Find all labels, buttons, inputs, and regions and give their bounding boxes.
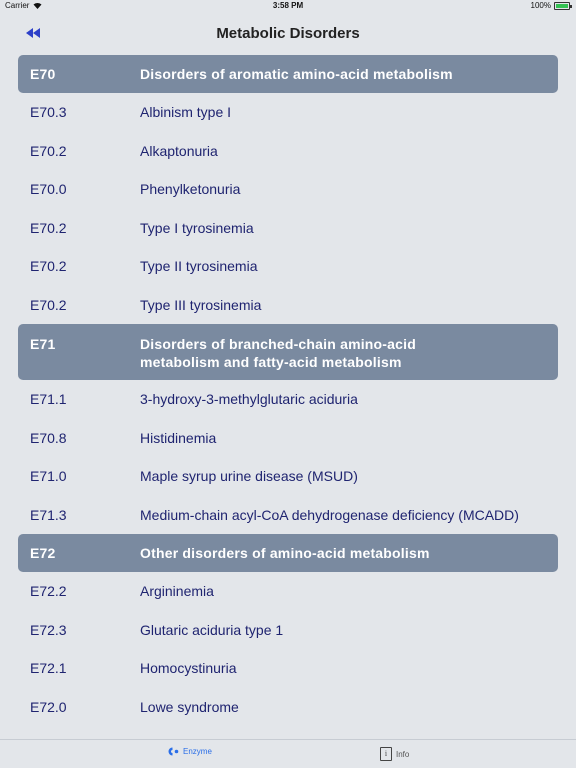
list-item[interactable] [0, 247, 576, 286]
item-name: 3-hydroxy-3-methylglutaric aciduria [140, 391, 358, 408]
list-item[interactable] [0, 688, 576, 727]
list-item[interactable] [0, 496, 576, 535]
list-item[interactable] [0, 572, 576, 611]
item-name: Lowe syndrome [140, 698, 239, 715]
section-title: Other disorders of amino-acid metabolism [140, 545, 430, 561]
section-code: E71 [30, 336, 56, 352]
section-code: E70 [30, 66, 56, 82]
item-name: Maple syrup urine disease (MSUD) [140, 468, 358, 485]
item-code: E70.2 [30, 296, 67, 313]
status-time: 3:58 PM [272, 1, 304, 10]
item-name: Type II tyrosinemia [140, 258, 258, 275]
tab-label: Enzyme [183, 747, 212, 756]
item-code: E70.2 [30, 258, 67, 275]
item-name: Type III tyrosinemia [140, 296, 262, 313]
section-title: Disorders of branched-chain amino-acid metabolism and fatty-acid metabolism [140, 336, 416, 370]
item-name: Phenylketonuria [140, 181, 241, 198]
section-header-e71 [18, 324, 558, 380]
list-item[interactable] [0, 286, 576, 325]
navigation-bar [0, 14, 576, 54]
item-name: Homocystinuria [140, 660, 237, 677]
item-name: Type I tyrosinemia [140, 219, 254, 236]
item-name: Argininemia [140, 583, 214, 600]
enzyme-icon [168, 747, 179, 756]
section-title: Disorders of aromatic amino-acid metabolism [140, 66, 453, 82]
list-item[interactable] [0, 209, 576, 248]
list-item[interactable] [0, 457, 576, 496]
list-item[interactable] [0, 93, 576, 132]
item-code: E72.2 [30, 583, 67, 600]
item-code: E71.1 [30, 391, 67, 408]
item-name: Alkaptonuria [140, 142, 218, 159]
list-item[interactable] [0, 611, 576, 650]
page-title: Metabolic Disorders [216, 25, 360, 42]
item-code: E70.0 [30, 181, 67, 198]
item-code: E72.0 [30, 698, 67, 715]
item-name: Albinism type I [140, 104, 232, 121]
item-code: E72.1 [30, 660, 67, 677]
list-item[interactable] [0, 132, 576, 171]
item-code: E70.2 [30, 219, 67, 236]
item-code: E70.8 [30, 429, 67, 446]
item-code: E70.3 [30, 104, 67, 121]
tab-bar [0, 739, 576, 768]
item-code: E72.3 [30, 621, 67, 638]
list-item[interactable] [0, 419, 576, 458]
carrier-label: Carrier [5, 1, 30, 10]
section-header-e70 [18, 55, 558, 93]
battery-icon [554, 2, 570, 10]
info-icon: i [380, 747, 392, 761]
item-code: E70.2 [30, 142, 67, 159]
item-code: E71.0 [30, 468, 67, 485]
section-header-e72 [18, 534, 558, 572]
list-item[interactable] [0, 380, 576, 419]
item-code: E71.3 [30, 506, 67, 523]
item-name: Histidinemia [140, 429, 217, 446]
list-item[interactable] [0, 649, 576, 688]
item-name: Medium-chain acyl-CoA dehydrogenase deficiency (MCADD) [140, 506, 519, 523]
tab-info[interactable] [380, 747, 409, 761]
list-item[interactable] [0, 170, 576, 209]
battery-percent: 100% [530, 1, 551, 10]
section-code: E72 [30, 545, 56, 561]
item-name: Glutaric aciduria type 1 [140, 621, 284, 638]
tab-enzyme[interactable] [168, 747, 212, 756]
disorder-list [0, 55, 576, 726]
status-bar [0, 0, 576, 12]
battery-group [531, 1, 570, 10]
tab-label: Info [396, 749, 410, 759]
